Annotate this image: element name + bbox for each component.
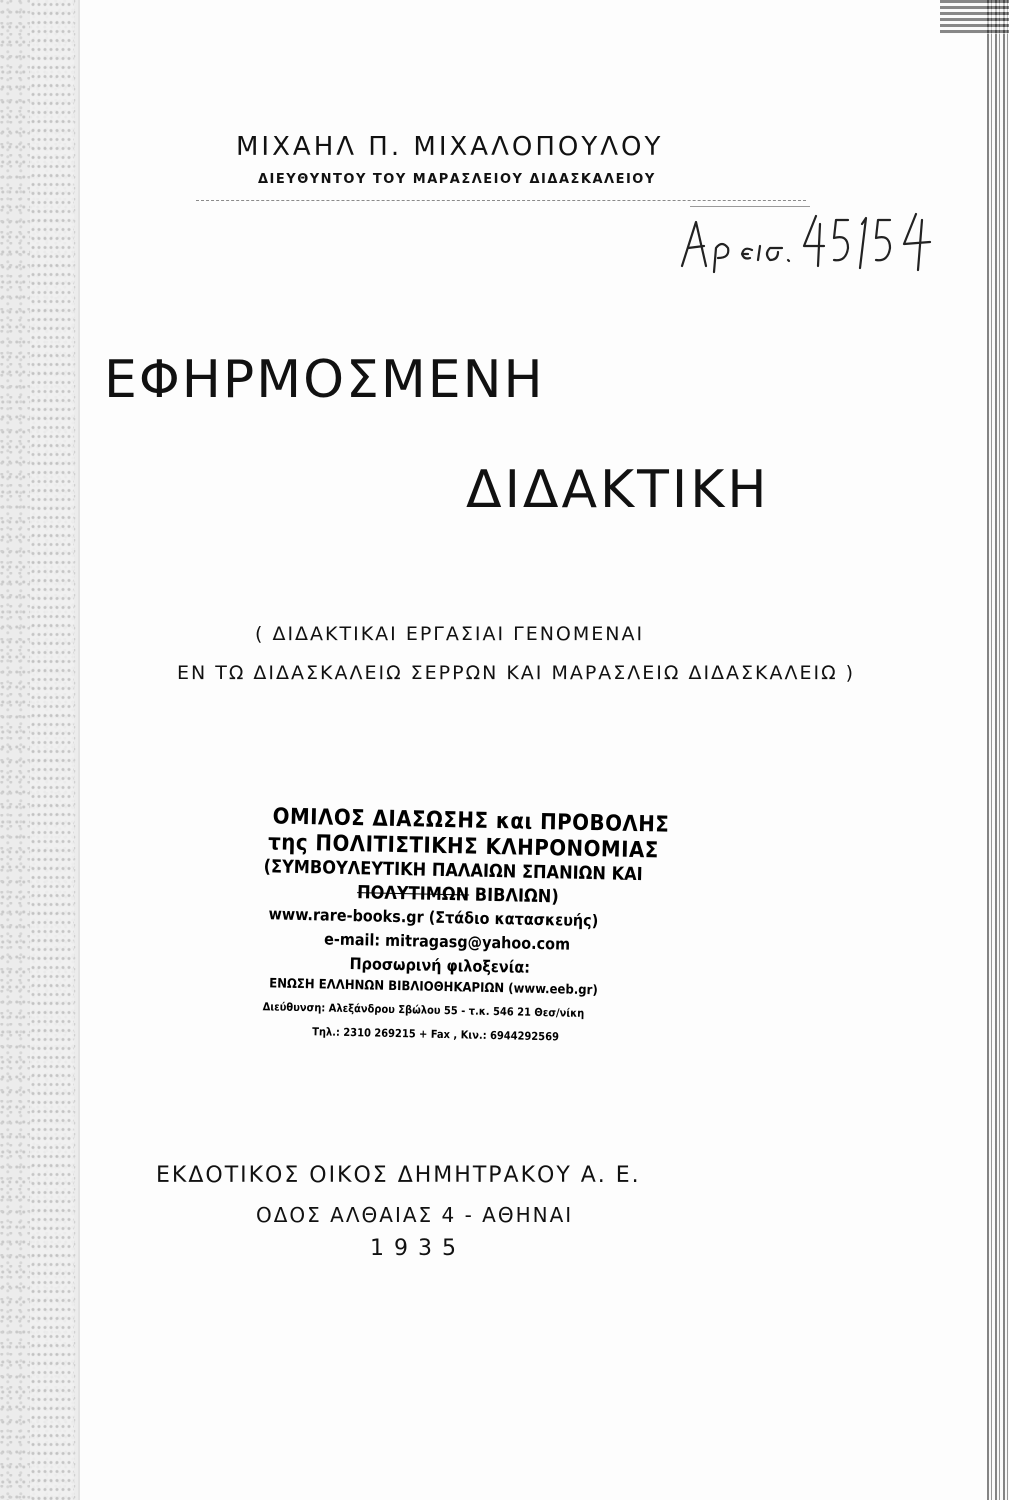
library-stamp bbox=[255, 800, 695, 1044]
subtitle-line-1: ( ΔΙΔΑΚΤΙΚΑΙ ΕΡΓΑΣΙΑΙ ΓΕΝΟΜΕΝΑΙ bbox=[255, 623, 645, 645]
stamp-phone: Τηλ.: 2310 269215 + Fax , Κιν.: 6944292569 bbox=[312, 1025, 560, 1044]
torn-left-margin bbox=[0, 0, 80, 1500]
right-page-edge bbox=[987, 0, 1009, 1500]
header-divider-short bbox=[690, 206, 810, 207]
author-name: ΜΙΧΑΗΛ Π. ΜΙΧΑΛΟΠΟΥΛΟΥ bbox=[236, 132, 664, 162]
title-line-1: ΕΦΗΡΜΟΣΜΕΝΗ bbox=[104, 350, 545, 410]
title-line-2: ΔΙΔΑΚΤΙΚΗ bbox=[466, 460, 770, 520]
stamp-email: e-mail: mitragasg@yahoo.com bbox=[323, 929, 571, 954]
stamp-hosting-label: Προσωρινή φιλοξενία: bbox=[349, 954, 531, 977]
stamp-address: Διεύθυνση: Αλεξάνδρου Σβώλου 55 - τ.κ. 546 21 Θεσ/νίκη bbox=[262, 1000, 585, 1020]
stamp-struck-word: ΠΟΛΥΤΙΜΩΝ bbox=[356, 882, 470, 906]
publisher-address: ΟΔΟΣ ΑΛΘΑΙΑΣ 4 - ΑΘΗΝΑΙ bbox=[256, 1203, 574, 1227]
header-divider bbox=[196, 200, 806, 201]
subtitle-line-2: ΕΝ ΤΩ ΔΙΔΑΣΚΑΛΕΙΩ ΣΕΡΡΩΝ ΚΑΙ ΜΑΡΑΣΛΕΙΩ ΔΙΔΑΣΚΑΛΕΙΩ ) bbox=[177, 662, 856, 684]
stamp-org-line-1: ΟΜΙΛΟΣ ΔΙΑΣΩΣΗΣ και ΠΡΟΒΟΛΗΣ bbox=[272, 804, 670, 838]
stamp-website: www.rare-books.gr (Στάδιο κατασκευής) bbox=[268, 904, 599, 931]
handwritten-archive-number bbox=[676, 208, 936, 278]
top-right-scan-edge bbox=[940, 0, 1009, 34]
stamp-org-line-2: της ΠΟΛΙΤΙΣΤΙΚΗΣ ΚΛΗΡΟΝΟΜΙΑΣ bbox=[267, 830, 660, 864]
publication-year: 1935 bbox=[370, 1236, 466, 1261]
stamp-line-4-rest: ΒΙΒΛΙΩΝ) bbox=[468, 884, 559, 908]
stamp-org-line-3: (ΣΥΜΒΟΥΛΕΥΤΙΚΗ ΠΑΛΑΙΩΝ ΣΠΑΝΙΩΝ ΚΑΙ bbox=[263, 856, 643, 886]
stamp-org-line-4 bbox=[357, 882, 559, 907]
stamp-host: ΕΝΩΣΗ ΕΛΛΗΝΩΝ ΒΙΒΛΙΟΘΗΚΑΡΙΩΝ (www.eeb.gr) bbox=[268, 976, 598, 999]
speckled-paper-edge bbox=[30, 0, 74, 1500]
author-position: ΔΙΕΥΘΥΝΤΟΥ ΤΟΥ ΜΑΡΑΣΛΕΙΟΥ ΔΙΔΑΣΚΑΛΕΙΟΥ bbox=[258, 172, 656, 187]
publisher-name: ΕΚΔΟΤΙΚΟΣ ΟΙΚΟΣ ΔΗΜΗΤΡΑΚΟΥ Α. Ε. bbox=[156, 1163, 641, 1188]
